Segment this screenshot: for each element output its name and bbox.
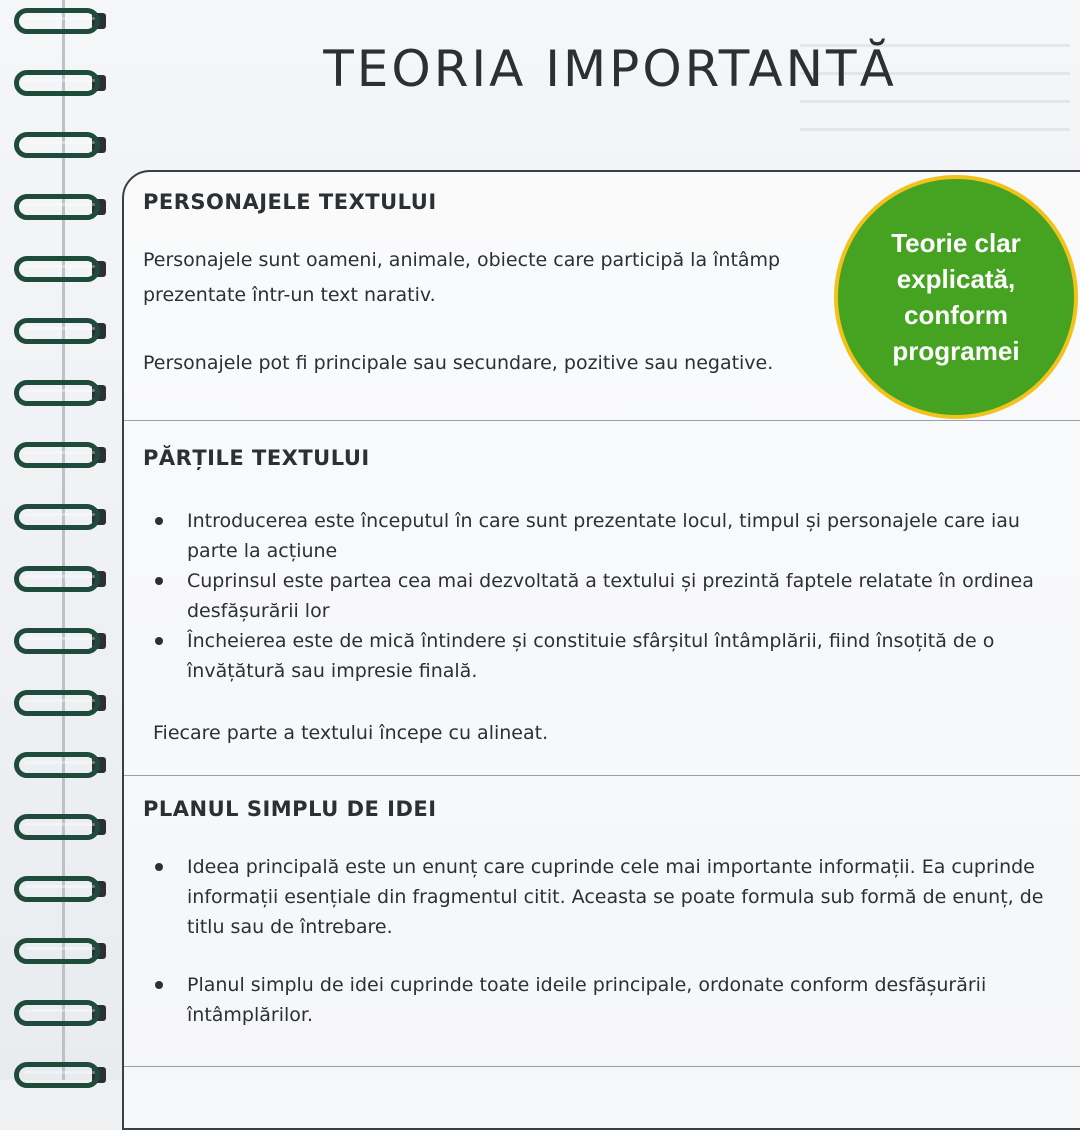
- section-heading-characters: PERSONAJELE TEXTULUI: [143, 190, 437, 214]
- section-heading-text-parts: PĂRȚILE TEXTULUI: [143, 446, 370, 470]
- bullet-dot-icon: [155, 577, 163, 585]
- characters-line-1: Personajele sunt oameni, animale, obiecte care participă la întâmp: [143, 249, 781, 271]
- page-title: TEORIA IMPORTANTĂ: [323, 40, 897, 98]
- page-fold-line: [62, 0, 65, 1080]
- coil-ring: [14, 628, 100, 654]
- coil-ring: [14, 256, 100, 282]
- section-divider: [124, 775, 1080, 776]
- text-parts-note: Fiecare parte a textului începe cu alineat.: [153, 722, 549, 744]
- coil-ring: [14, 442, 100, 468]
- characters-line-3: Personajele pot fi principale sau secundare, pozitive sau negative.: [143, 352, 774, 374]
- coil-ring: [14, 814, 100, 840]
- text-parts-list: [155, 506, 1055, 686]
- promo-badge: [834, 175, 1078, 419]
- coil-ring: [14, 690, 100, 716]
- coil-ring: [14, 1062, 100, 1088]
- characters-line-2: prezentate într-un text narativ.: [143, 284, 436, 306]
- bullet-dot-icon: [155, 637, 163, 645]
- coil-ring: [14, 380, 100, 406]
- coil-ring: [14, 566, 100, 592]
- coil-ring: [14, 194, 100, 220]
- bullet-dot-icon: [155, 863, 163, 871]
- list-item: Planul simplu de idei cuprinde toate ideile principale, ordonate conform desfășurării întâmplărilor.: [155, 970, 1055, 1030]
- section-divider: [124, 1066, 1080, 1067]
- coil-ring: [14, 318, 100, 344]
- coil-ring: [14, 132, 100, 158]
- section-heading-idea-plan: PLANUL SIMPLU DE IDEI: [143, 797, 437, 821]
- list-item: Cuprinsul este partea cea mai dezvoltată a textului și prezintă faptele relatate în ordinea desfășurării lor: [155, 566, 1055, 626]
- list-item: Încheierea este de mică întindere și constituie sfârșitul întâmplării, fiind însoțită de o învățătură sau impresie finală.: [155, 626, 1055, 686]
- coil-ring: [14, 752, 100, 778]
- section-divider: [124, 420, 1080, 421]
- spiral-binding-icon: [0, 0, 120, 1080]
- coil-ring: [14, 504, 100, 530]
- coil-ring: [14, 1000, 100, 1026]
- coil-ring: [14, 876, 100, 902]
- list-item: Introducerea este începutul în care sunt prezentate locul, timpul și personajele care iau parte la acțiune: [155, 506, 1055, 566]
- coil-ring: [14, 70, 100, 96]
- coil-ring: [14, 938, 100, 964]
- coil-ring: [14, 8, 100, 34]
- badge-text: Teorie clar explicată, conform programei: [891, 228, 1021, 366]
- bullet-dot-icon: [155, 981, 163, 989]
- idea-plan-list: [155, 852, 1055, 1030]
- bullet-dot-icon: [155, 517, 163, 525]
- list-item: Ideea principală este un enunț care cuprinde cele mai importante informații. Ea cuprinde informații esențiale din fragmentul citit. Aceasta se poate formula sub formă de enunț, de titlu sau de întrebare.: [155, 852, 1055, 942]
